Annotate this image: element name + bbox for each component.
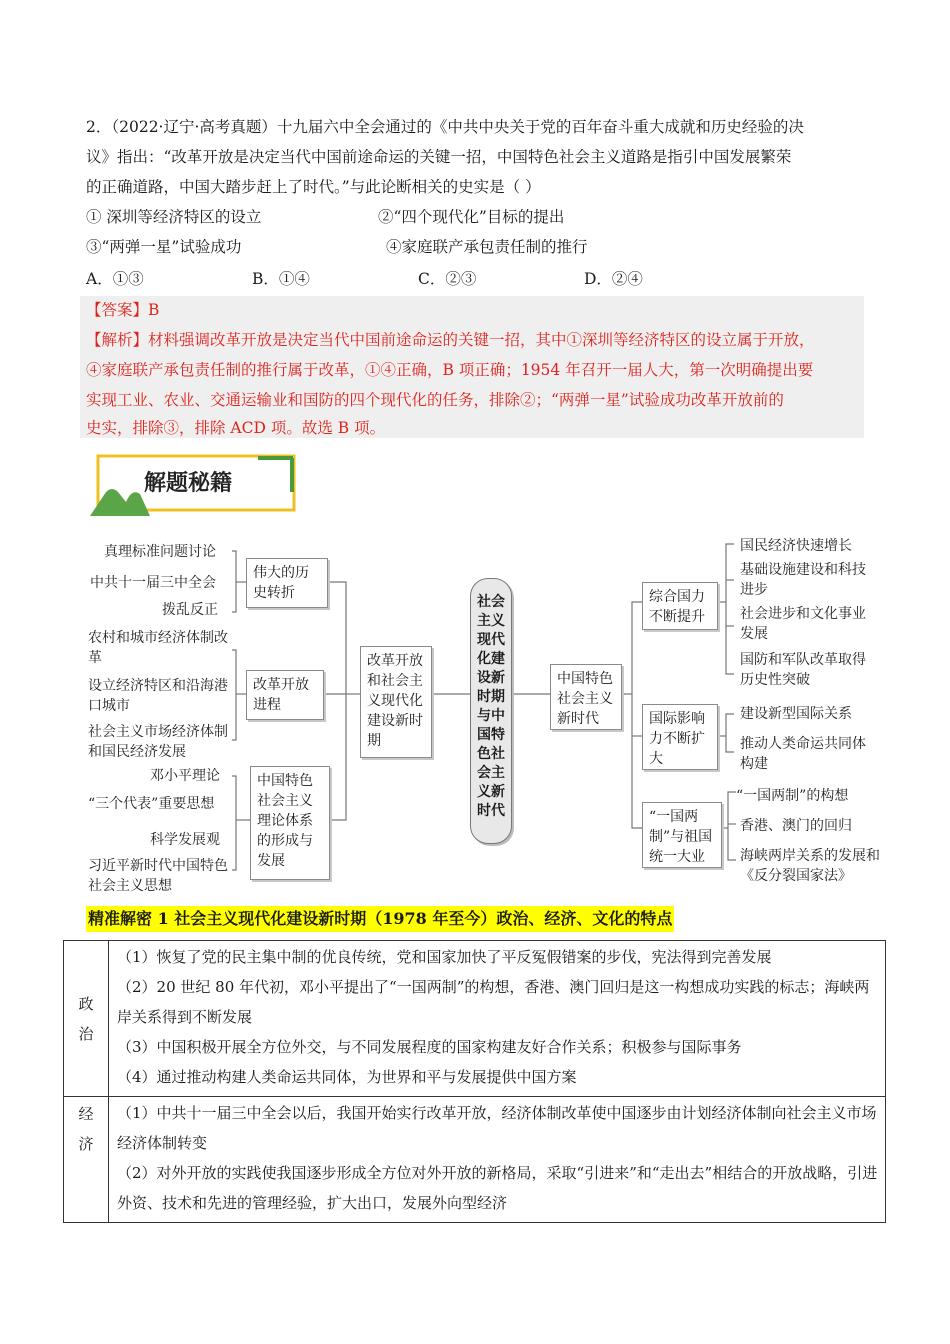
analysis-tag: 【解析】	[86, 331, 149, 349]
analysis-line-3: 实现工业、农业、交通运输业和国防的四个现代化的任务，排除②；“两弹一星”试验成功改革开放前的	[86, 391, 784, 409]
option-a: A．①③	[86, 270, 144, 288]
feature-table	[63, 940, 886, 1223]
question-line-2: 议》指出：“改革开放是决定当代中国前途命运的关键一招，中国特色社会主义道路是指引中国发展繁荣	[86, 148, 792, 166]
statement-2: ②“四个现代化”目标的提出	[378, 208, 565, 226]
left-item-2-3: 社会主义市场经济体制和国民经济发展	[88, 724, 228, 760]
right-main-node: 中国特色社会主义新时代	[550, 664, 622, 730]
right-group-3: “一国两制”与祖国统一大业	[642, 802, 722, 868]
analysis-line-2: ④家庭联产承包责任制的推行属于改革，①④正确，B 项正确；1954 年召开一届人大，第一次明确提出要	[86, 361, 814, 379]
section-logo-text: 解题秘籍	[144, 471, 233, 496]
left-item-1-2: 中共十一届三中全会	[90, 575, 216, 591]
center-node: 社会主义现代化建设新时期与中国特色社会主义新时代	[470, 578, 512, 844]
right-item-2-1: 建设新型国际关系	[740, 706, 852, 722]
row-head-politics: 政治	[64, 941, 109, 1097]
key-point-title: 精准解密 1 社会主义现代化建设新时期（1978 年至今）政治、经济、文化的特点	[86, 906, 674, 932]
table-row	[64, 1097, 886, 1223]
table-row	[64, 941, 886, 1097]
politics-point-4: （4）通过推动构建人类命运共同体，为世界和平与发展提供中国方案	[117, 1068, 577, 1086]
statement-3: ③“两弹一星”试验成功	[86, 238, 242, 256]
left-item-3-1: 邓小平理论	[150, 768, 220, 784]
statement-4: ④家庭联产承包责任制的推行	[386, 238, 588, 256]
right-group-1: 综合国力不断提升	[642, 582, 718, 630]
politics-point-1: （1）恢复了党的民主集中制的优良传统，党和国家加快了平反冤假错案的步伐，宪法得到完善发展	[117, 948, 772, 966]
right-item-3-2: 香港、澳门的回归	[740, 818, 852, 834]
politics-point-2: （2）20 世纪 80 年代初，邓小平提出了“一国两制”的构想，香港、澳门回归是这一构想成功实践的标志；海峡两岸关系得到不断发展	[117, 978, 870, 1026]
left-item-3-2: “三个代表”重要思想	[88, 796, 215, 812]
left-item-2-1: 农村和城市经济体制改革	[88, 630, 228, 666]
right-item-1-3: 社会进步和文化事业发展	[740, 606, 866, 642]
right-item-2-2: 推动人类命运共同体构建	[740, 736, 866, 772]
row-content-politics	[109, 941, 886, 1097]
left-main-node: 改革开放和社会主义现代化建设新时期	[360, 646, 432, 758]
left-item-1-3: 拨乱反正	[162, 602, 218, 618]
question-line-3: 的正确道路，中国大踏步赶上了时代。”与此论断相关的史实是（ ）	[86, 178, 541, 196]
analysis-text-1: 材料强调改革开放是决定当代中国前途命运的关键一招，其中①深圳等经济特区的设立属于开放，	[148, 331, 815, 349]
left-item-3-3: 科学发展观	[150, 832, 220, 848]
row-head-economy: 经济	[64, 1097, 109, 1223]
right-item-3-3: 海峡两岸关系的发展和《反分裂国家法》	[740, 848, 880, 884]
right-item-1-2: 基础设施建设和科技进步	[740, 562, 866, 598]
right-item-1-4: 国防和军队改革取得历史性突破	[740, 652, 866, 688]
question-line-1: 2．（2022·辽宁·高考真题）十九届六中全会通过的《中共中央关于党的百年奋斗重大成就和历史经验的决	[86, 118, 804, 136]
economy-point-1: （1）中共十一届三中全会以后，我国开始实行改革开放，经济体制改革使中国逐步由计划经济体制向社会主义市场经济体制转变	[117, 1104, 877, 1152]
analysis-line-4: 史实，排除③，排除 ACD 项。故选 B 项。	[86, 419, 386, 437]
left-item-1-1: 真理标准问题讨论	[104, 544, 216, 560]
left-item-3-4: 习近平新时代中国特色社会主义思想	[88, 858, 228, 894]
section-logo	[88, 452, 298, 518]
analysis-line-1	[86, 325, 815, 355]
option-c: C．②③	[418, 270, 477, 288]
left-group-3: 中国特色社会主义理论体系的形成与发展	[250, 766, 330, 880]
right-group-2: 国际影响力不断扩大	[642, 704, 718, 770]
option-b: B．①④	[252, 270, 310, 288]
right-item-3-1: “一国两制”的构想	[736, 788, 849, 804]
option-d: D．②④	[584, 270, 643, 288]
answer-label: 【答案】B	[86, 301, 160, 319]
politics-point-3: （3）中国积极开展全方位外交，与不同发展程度的国家构建友好合作关系；积极参与国际事务	[117, 1038, 742, 1056]
right-item-1-1: 国民经济快速增长	[740, 538, 852, 554]
left-group-1: 伟大的历史转折	[246, 558, 328, 608]
economy-point-2: （2）对外开放的实践使我国逐步形成全方位对外开放的新格局，采取“引进来”和“走出去”相结合的开放战略，引进外资、技术和先进的管理经验，扩大出口，发展外向型经济	[117, 1164, 878, 1212]
row-content-economy	[109, 1097, 886, 1223]
statement-1: ① 深圳等经济特区的设立	[86, 208, 262, 226]
left-group-2: 改革开放进程	[246, 670, 324, 720]
left-item-2-2: 设立经济特区和沿海港口城市	[88, 678, 228, 714]
